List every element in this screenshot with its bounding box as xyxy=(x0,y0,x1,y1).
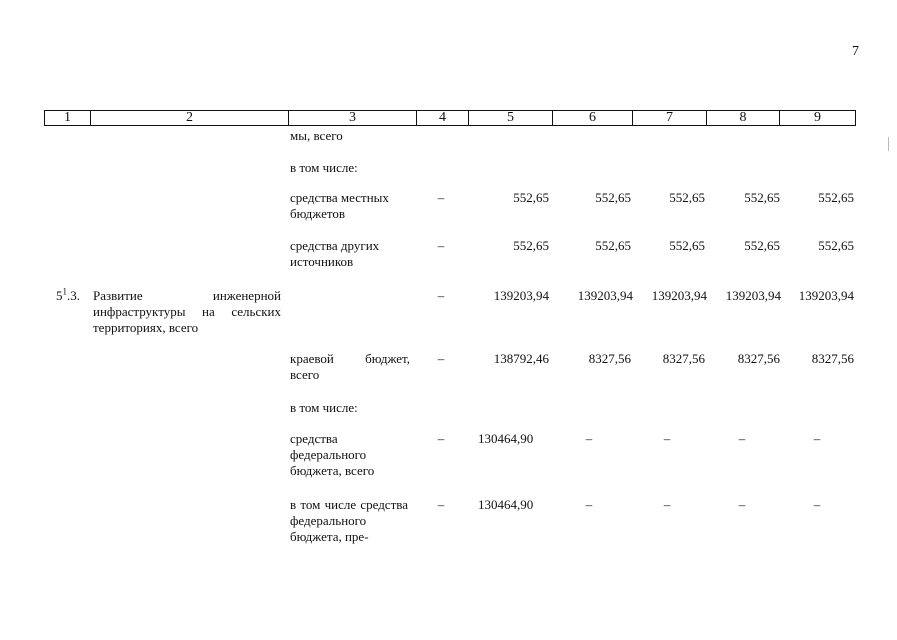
row-2-col6: 552,65 xyxy=(595,190,631,205)
row-8-col4: – xyxy=(437,497,445,512)
row-4-col8: 139203,94 xyxy=(725,288,781,303)
row-4-col6: 139203,94 xyxy=(577,288,633,303)
row-5-col8: 8327,56 xyxy=(737,351,780,366)
row-1-name: в том числе: xyxy=(290,160,358,175)
scan-edge-mark xyxy=(888,137,889,151)
row-7-col5: 130464,90 xyxy=(478,431,534,446)
row-2-name: средства местных бюджетов xyxy=(290,190,389,221)
row-4-col4: – xyxy=(437,288,445,303)
header-row xyxy=(45,111,856,126)
row-5-name: краевой бюджет, всего xyxy=(290,351,410,382)
row-4-title: Развитие инженерной инфраструктуры на сельских территориях, всего xyxy=(93,288,281,335)
row-7-name: средства федерального бюджета, всего xyxy=(290,431,375,478)
row-8-col7: – xyxy=(663,497,671,512)
row-4-number-main: 5 xyxy=(56,288,63,303)
header-col-1: 1 xyxy=(45,111,91,126)
row-4-number-suffix: .3. xyxy=(67,288,80,303)
row-3-col6: 552,65 xyxy=(595,238,631,253)
row-7-col9: – xyxy=(813,431,821,446)
row-7-col4: – xyxy=(437,431,445,446)
row-8-col8: – xyxy=(738,497,746,512)
row-2-col9: 552,65 xyxy=(818,190,854,205)
header-col-8: 8 xyxy=(707,111,780,126)
row-4-col9: 139203,94 xyxy=(798,288,854,303)
row-7-col7: – xyxy=(663,431,671,446)
row-5-col6: 8327,56 xyxy=(588,351,631,366)
header-col-2: 2 xyxy=(91,111,289,126)
row-8-col5: 130464,90 xyxy=(478,497,534,512)
header-col-9: 9 xyxy=(780,111,856,126)
row-4-number xyxy=(56,288,90,304)
row-4-col5: 139203,94 xyxy=(493,288,549,303)
row-0-name: мы, всего xyxy=(290,128,343,143)
row-6-name: в том числе: xyxy=(290,400,358,415)
row-2-col5: 552,65 xyxy=(513,190,549,205)
row-5-col9: 8327,56 xyxy=(811,351,854,366)
row-5-col5: 138792,46 xyxy=(493,351,549,366)
table-header xyxy=(44,110,856,126)
row-3-name: средства других источников xyxy=(290,238,380,269)
row-2-col4: – xyxy=(437,190,445,205)
row-4-number-sup: 1 xyxy=(62,286,67,297)
row-2-col8: 552,65 xyxy=(744,190,780,205)
header-col-7: 7 xyxy=(633,111,707,126)
row-5-col7: 8327,56 xyxy=(662,351,705,366)
row-3-col7: 552,65 xyxy=(669,238,705,253)
header-col-4: 4 xyxy=(417,111,469,126)
row-3-col4: – xyxy=(437,238,445,253)
row-7-col6: – xyxy=(585,431,593,446)
row-2-col7: 552,65 xyxy=(669,190,705,205)
row-8-name: в том числе средства федерального бюджета, пре- xyxy=(290,497,408,544)
row-3-col8: 552,65 xyxy=(744,238,780,253)
row-5-col4: – xyxy=(437,351,445,366)
row-4-col7: 139203,94 xyxy=(651,288,707,303)
row-3-col5: 552,65 xyxy=(513,238,549,253)
header-col-6: 6 xyxy=(553,111,633,126)
row-3-col9: 552,65 xyxy=(818,238,854,253)
row-7-col8: – xyxy=(738,431,746,446)
row-8-col9: – xyxy=(813,497,821,512)
header-col-5: 5 xyxy=(469,111,553,126)
row-8-col6: – xyxy=(585,497,593,512)
page-number: 7 xyxy=(852,44,859,59)
header-col-3: 3 xyxy=(289,111,417,126)
